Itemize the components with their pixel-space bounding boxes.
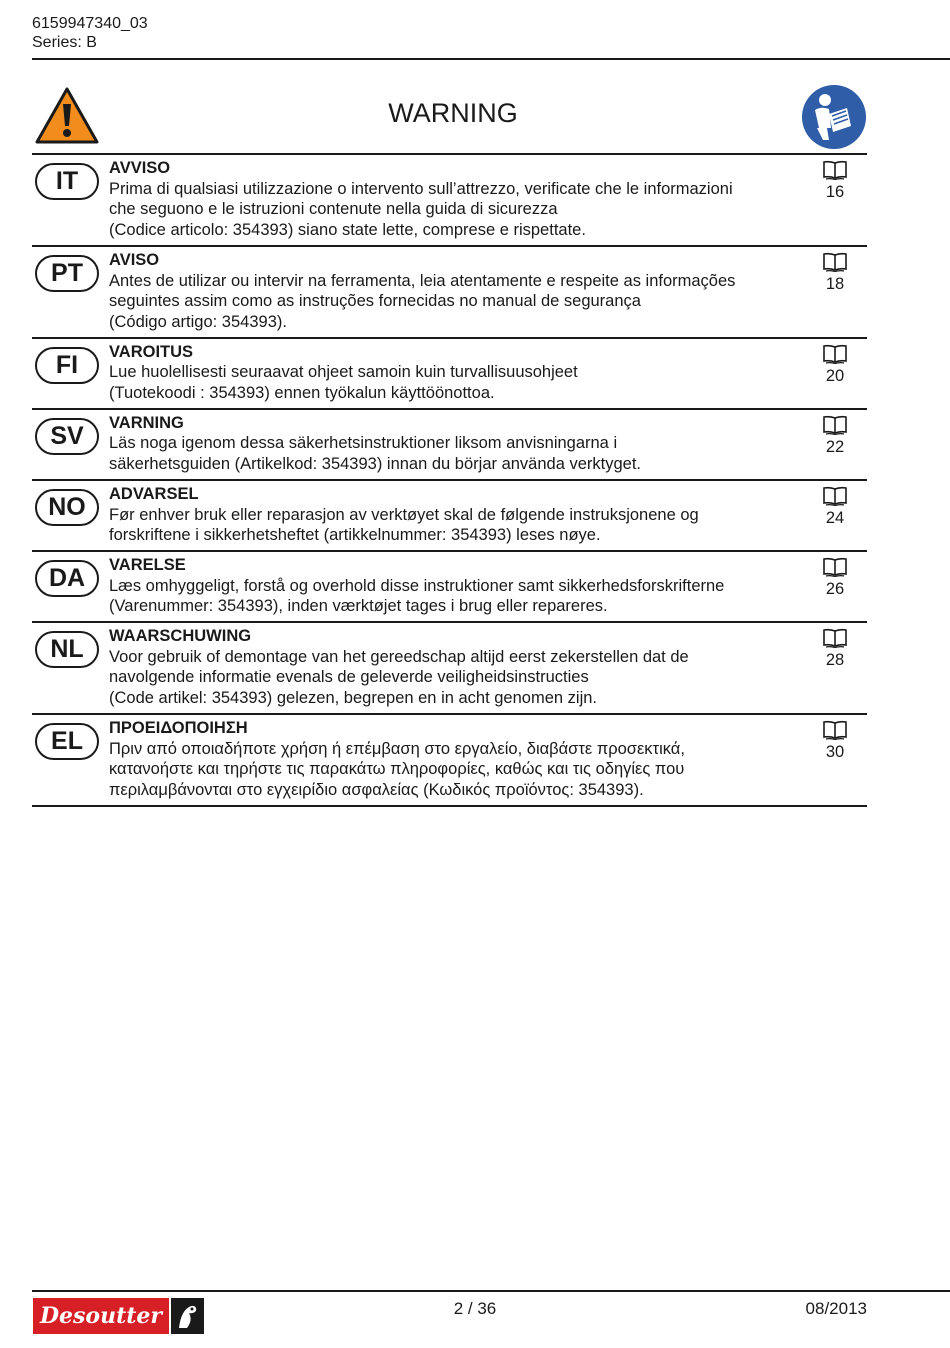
language-badge: SV: [35, 418, 99, 455]
warning-section-nl: [32, 621, 867, 713]
reference-page-number: 20: [825, 366, 845, 385]
section-heading: VARNING: [109, 413, 184, 432]
footer-rule: [32, 1290, 950, 1292]
reference-page-number: 18: [825, 274, 845, 293]
document-number: 6159947340_03: [32, 15, 148, 32]
warning-triangle-icon: [34, 86, 100, 146]
language-badge: NO: [35, 489, 99, 526]
section-text: Lue huolellisesti seuraavat ohjeet samoin kuin turvallisuusohjeet (Tuotekoodi : 354393) ennen työkalun käyttöönottoa.: [109, 363, 578, 403]
read-manual-icon: [801, 84, 867, 150]
section-body: [109, 342, 803, 404]
document-date: 08/2013: [805, 1299, 867, 1318]
section-body: [109, 250, 803, 333]
page-reference[interactable]: [803, 486, 867, 528]
reference-page-number: 30: [825, 742, 845, 761]
section-text: Voor gebruik of demontage van het gereedschap altijd eerst zekerstellen dat de navolgende informatie evenals de geleverde veiligheidsinstructies (Code artikel: 354393) gelezen, begrepen en in acht genomen zijn.: [109, 647, 689, 708]
reference-page-number: 28: [825, 651, 845, 670]
page-reference[interactable]: [803, 628, 867, 670]
book-icon: [822, 486, 848, 506]
section-text: Før enhver bruk eller reparasjon av verktøyet skal de følgende instruksjonene og forskriftene i sikkerhetsheftet (artikkelnummer: 354393) leses nøye.: [109, 505, 699, 545]
document-header: [32, 14, 148, 52]
page-reference[interactable]: [803, 160, 867, 202]
section-heading: WAARSCHUWING: [109, 627, 252, 646]
reference-page-number: 24: [825, 508, 845, 527]
reference-page-number: 26: [825, 579, 845, 598]
page-reference[interactable]: [803, 344, 867, 386]
warning-sections: [32, 153, 867, 807]
section-heading: ADVARSEL: [109, 484, 199, 503]
reference-page-number: 16: [825, 183, 845, 201]
reference-page-number: 22: [825, 437, 845, 456]
language-badge: IT: [35, 163, 99, 200]
section-text: Læs omhyggeligt, forstå og overhold disse instruktioner samt sikkerhedsforskrifterne (Varenummer: 354393), inden værktøjet tages i brug eller repareres.: [109, 576, 725, 616]
section-heading: VARELSE: [109, 555, 186, 574]
page-title: WARNING: [388, 98, 518, 128]
warning-section-pt: [32, 245, 867, 337]
section-body: [109, 555, 803, 617]
section-body: [109, 626, 803, 709]
language-badge: DA: [35, 560, 99, 597]
section-body: [109, 413, 803, 475]
warning-section-fi: [32, 337, 867, 408]
page-number: 2 / 36: [453, 1299, 497, 1318]
book-icon: [822, 344, 848, 364]
section-text: Prima di qualsiasi utilizzazione o intervento sull’attrezzo, verificate che le informazioni che seguono e le istruzioni contenute nella guida di sicurezza (Codice articolo: 354393) siano state lette, comprese e rispettate.: [109, 179, 733, 240]
section-heading: AVVISO: [109, 159, 171, 177]
warning-section-da: [32, 550, 867, 621]
header-rule: [32, 58, 950, 60]
warning-section-no: [32, 479, 867, 550]
page-reference[interactable]: [803, 252, 867, 294]
page-reference[interactable]: [803, 720, 867, 762]
section-heading: AVISO: [109, 250, 160, 269]
page-reference[interactable]: [803, 415, 867, 457]
section-heading: VAROITUS: [109, 342, 194, 361]
book-icon: [822, 160, 848, 180]
section-body: [109, 484, 803, 546]
language-badge: PT: [35, 255, 99, 292]
language-badge: EL: [35, 723, 99, 760]
page-reference[interactable]: [803, 557, 867, 599]
book-icon: [822, 252, 848, 272]
logo-text: Desoutter: [39, 1303, 163, 1329]
warning-section-it: [32, 153, 867, 245]
language-badge: NL: [35, 631, 99, 668]
section-text: Läs noga igenom dessa säkerhetsinstruktioner liksom anvisningarna i säkerhetsguiden (Artikelkod: 354393) innan du börjar använda verktyget.: [109, 434, 641, 474]
section-heading: ΠΡΟΕΙΔΟΠΟΙΗΣΗ: [109, 718, 248, 737]
section-body: [109, 718, 803, 801]
section-text: Antes de utilizar ou intervir na ferramenta, leia atentamente e respeite as informações seguintes assim como as instruções fornecidas no manual de segurança (Código artigo: 354393).: [109, 271, 736, 331]
warning-section-sv: [32, 408, 867, 479]
section-text: Πριν από οποιαδήποτε χρήση ή επέμβαση στο εργαλείο, διαβάστε προσεκτικά, κατανοήστε και τηρήστε τις παρακάτω πληροφορίες, καθώς και τις οδηγίες που περιλαμβάνονται στο εγχειρίδιο ασφαλείας (Κωδικός προϊόντος: 354393).: [109, 739, 685, 799]
book-icon: [822, 415, 848, 435]
desoutter-logo: [33, 1298, 204, 1334]
warning-section-el: [32, 713, 867, 807]
language-badge: FI: [35, 347, 99, 384]
book-icon: [822, 628, 848, 648]
book-icon: [822, 557, 848, 577]
series-label: Series: B: [32, 34, 97, 51]
book-icon: [822, 720, 848, 740]
section-body: [109, 158, 803, 241]
